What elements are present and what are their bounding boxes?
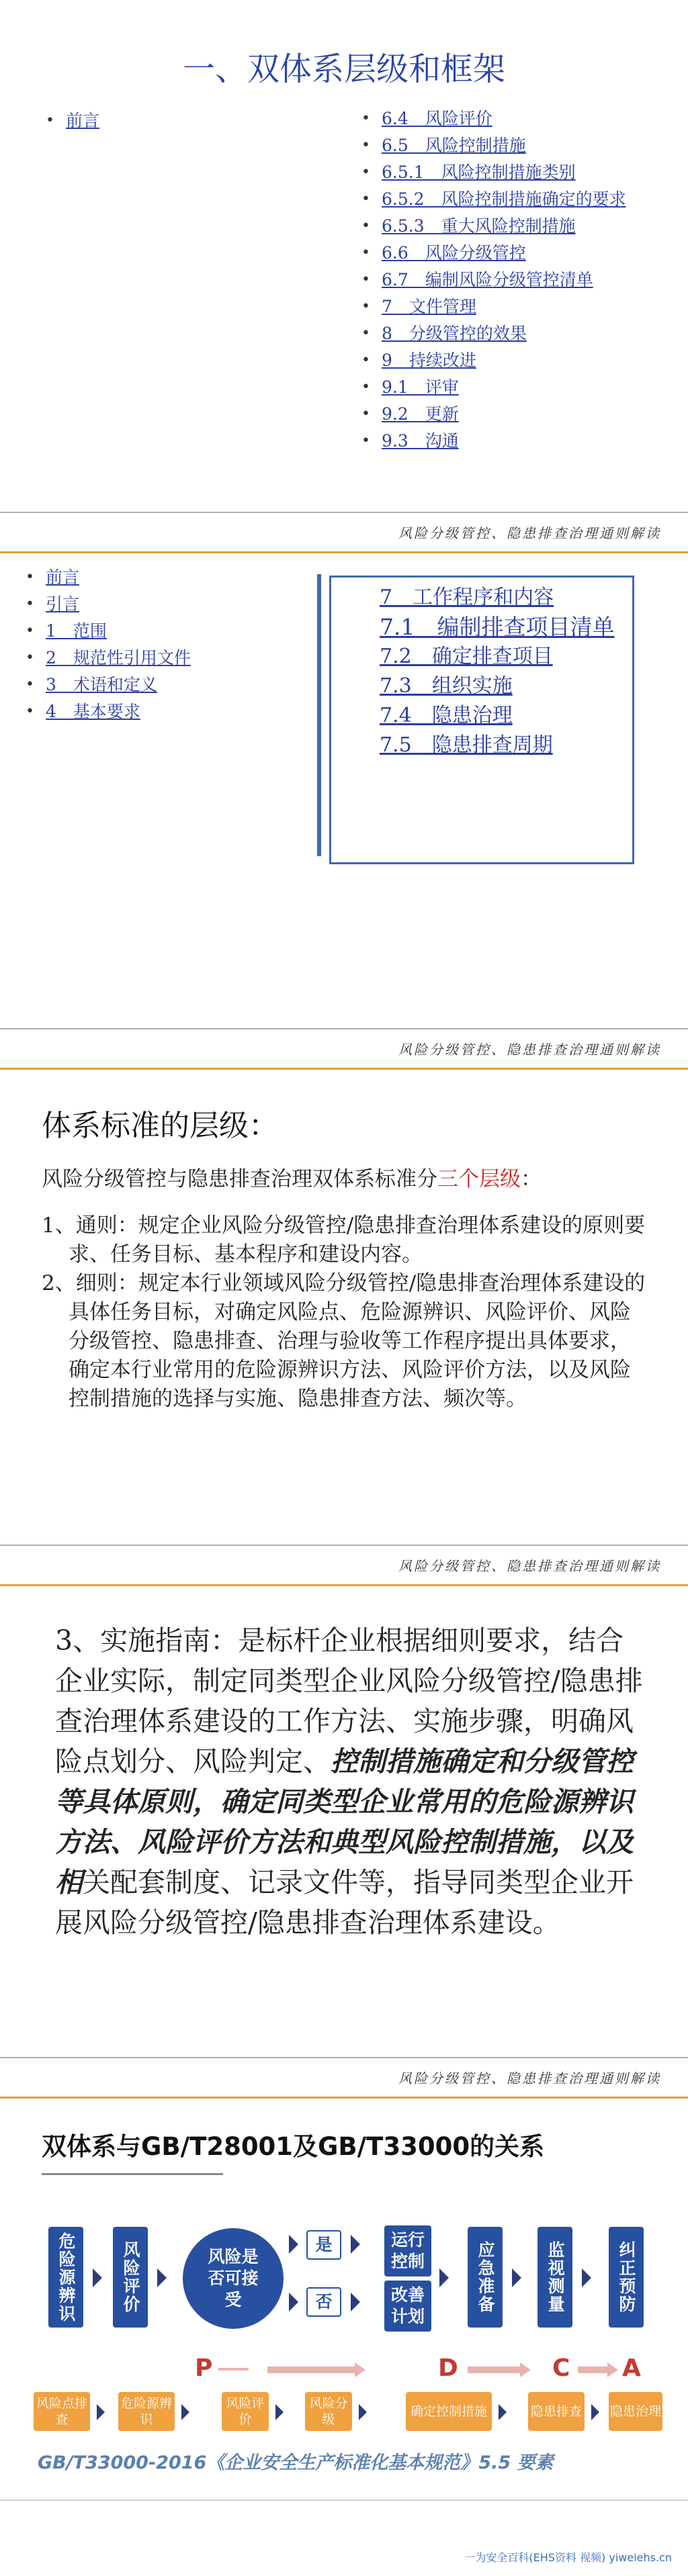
level-item: 2、细则：规定本行业领域风险分级管控/隐患排查治理体系建设的具体任务目标，对确定风险点、危险源辨识、风险评价、风险分级管控、隐患排查、治理与验收等工作程序提出具体要求，确定本行业常用的危险源辨识方法、风险评价方法，以及风险控制措施的选择与实施、隐患排查方法、频次等。 [42, 1271, 646, 1411]
toc-item[interactable]: • 6.5 风险控制措施 [356, 132, 652, 159]
flow-arrow [351, 2235, 360, 2254]
step-arrow [591, 2404, 599, 2420]
guide-paragraph: 3、实施指南：是标杆企业根据细则要求，结合企业实际，制定同类型企业风险分级管控/隐患排查治理体系建设的工作方法、实施步骤，明确风险点划分、风险判定、控制措施确定和分级管控等具体原则，确定同类型企业常用的危险源辨识方法、风险评价方法和典型风险控制措施，以及相关配套制度、记录文件等，指导同类型企业开展风险分级管控/隐患排查治理体系建设。 [55, 1624, 643, 1939]
lead-text: 风险分级管控与隐患排查治理双体系标准分三个层级： [42, 1167, 542, 1191]
phase-connector [578, 2366, 607, 2373]
phase-arrow-head [607, 2362, 618, 2377]
step-risk-grade: 风险分级 [305, 2392, 352, 2431]
step-hazard-fix: 隐患治理 [609, 2392, 662, 2431]
flow-operation-control: 运行控制 [384, 2225, 431, 2276]
toc-item[interactable]: • 6.5.2 风险控制措施确定的要求 [356, 186, 652, 213]
header-rule [0, 551, 688, 553]
toc-item[interactable]: 7.4 隐患治理 [380, 704, 513, 727]
header-rule [0, 1068, 688, 1070]
toc-item[interactable]: • 前言 [20, 564, 191, 591]
flow-emergency: 应急准备 [468, 2227, 503, 2328]
slide-header: 风险分级管控、隐患排查治理通则解读 [398, 525, 661, 541]
toc-item[interactable]: • 9 持续改进 [356, 347, 652, 374]
slide-divider [0, 1545, 688, 1546]
toc-item[interactable]: • 6.5.3 重大风险控制措施 [356, 213, 652, 240]
step-arrow [181, 2404, 189, 2420]
level-item: 1、通则：规定企业风险分级管控/隐患排查治理体系建设的原则要求、任务目标、基本程序和建设内容。 [42, 1213, 646, 1267]
flow-arrow [157, 2268, 167, 2287]
toc-item[interactable]: • 6.5.1 风险控制措施类别 [356, 159, 652, 186]
toc-item[interactable]: • 6.7 编制风险分级管控清单 [356, 267, 652, 293]
flow-arrow [582, 2268, 591, 2287]
step-hazard-id: 危险源辨识 [118, 2392, 175, 2431]
flow-arrow [289, 2293, 298, 2311]
header-rule [0, 2097, 688, 2099]
flow-hazard-id: 危险源辨识 [48, 2227, 83, 2328]
slide-guide [0, 1547, 688, 2057]
step-arrow [499, 2404, 507, 2420]
emphasis-text: 控制措施确定和分级管控等具体原则，确定同类型企业常用的危险源辨识方法、风险评价方法和典型风险控制措施，以及相 [55, 1745, 634, 1898]
header-rule [0, 1584, 688, 1586]
flow-monitor: 监视测量 [538, 2227, 572, 2328]
phase-connector [468, 2366, 520, 2373]
toc-item[interactable]: 7.1 编制排查项目清单 [380, 614, 615, 640]
toc-left [40, 107, 99, 134]
toc-left [20, 564, 191, 725]
flow-arrow [351, 2293, 360, 2311]
slide-title: 一、双体系层级和框架 [182, 50, 505, 88]
slide-levels [0, 1030, 688, 1544]
slide-header: 风险分级管控、隐患排查治理通则解读 [398, 2070, 661, 2086]
toc-item[interactable]: • 9.1 评审 [356, 374, 652, 401]
flow-no: 否 [306, 2287, 341, 2317]
phase-d: D [438, 2354, 458, 2382]
step-hazard-check: 隐患排查 [528, 2392, 585, 2431]
flow-improve-plan: 改善计划 [384, 2281, 431, 2332]
flow-arrow [512, 2268, 521, 2287]
toc-right [380, 583, 614, 760]
toc-item[interactable]: • 3 术语和定义 [20, 672, 191, 698]
phase-p: P [195, 2354, 213, 2382]
toc-right [356, 105, 652, 455]
flow-arrow [289, 2235, 298, 2254]
toc-item[interactable]: 7.2 确定排查项目 [380, 645, 553, 668]
toc-item[interactable]: • 9.3 沟通 [356, 428, 652, 455]
step-arrow [275, 2404, 284, 2420]
slide-header: 风险分级管控、隐患排查治理通则解读 [398, 1042, 661, 1058]
toc-item[interactable]: • 6.6 风险分级管控 [356, 240, 652, 267]
slide-relationship [0, 2059, 688, 2576]
slide-divider [0, 2057, 688, 2058]
footer-rule [0, 2499, 688, 2501]
section-heading: 双体系与GB/T28001及GB/T33000的关系 [42, 2132, 545, 2161]
step-risk-eval: 风险评价 [222, 2392, 269, 2431]
toc-item[interactable]: • 9.2 更新 [356, 401, 652, 428]
phase-connector [218, 2368, 249, 2371]
toc-item[interactable]: • 8 分级管控的效果 [356, 320, 652, 347]
phase-arrow-head [355, 2362, 366, 2377]
step-risk-point: 风险点排查 [34, 2392, 90, 2431]
level-list [42, 1211, 646, 1414]
footer-source: 一为安全百科(EHS资料 视频) yiweiehs.cn [464, 2551, 672, 2564]
toc-item[interactable]: • 引言 [20, 591, 191, 618]
slide-toc [0, 514, 688, 1027]
flow-correct: 纠正预防 [609, 2227, 644, 2328]
flow-arrow [93, 2268, 102, 2287]
slide-divider [0, 512, 688, 513]
slide-header: 风险分级管控、隐患排查治理通则解读 [398, 1558, 661, 1574]
content-box [329, 576, 634, 864]
toc-item[interactable]: • 前言 [40, 107, 99, 134]
toc-item[interactable]: 7.5 隐患排查周期 [380, 733, 553, 757]
toc-item[interactable]: • 7 文件管理 [356, 293, 652, 320]
standard-banner: GB/T33000-2016《企业安全生产标准化基本规范》5.5 要素 [38, 2452, 554, 2473]
flow-yes: 是 [306, 2230, 341, 2260]
toc-item[interactable]: • 2 规范性引用文件 [20, 645, 191, 672]
step-control-measure: 确定控制措施 [406, 2392, 492, 2431]
flow-arrow [439, 2268, 449, 2287]
flow-acceptable: 风险是否可接受 [183, 2228, 284, 2329]
divider-bar [317, 574, 321, 856]
toc-item[interactable]: 7 工作程序和内容 [380, 586, 554, 609]
toc-item[interactable]: • 6.4 风险评价 [356, 105, 652, 132]
slide-divider [0, 1028, 688, 1029]
section-heading: 体系标准的层级： [42, 1109, 278, 1143]
phase-a: A [622, 2354, 641, 2382]
phase-connector [267, 2366, 355, 2373]
toc-item[interactable]: • 1 范围 [20, 618, 191, 645]
slide-framework [0, 0, 688, 510]
toc-item[interactable]: • 4 基本要求 [20, 698, 191, 725]
toc-item[interactable]: 7.3 组织实施 [380, 674, 513, 698]
phase-arrow-head [520, 2362, 531, 2377]
step-arrow [359, 2404, 367, 2420]
flow-risk-eval: 风险评价 [113, 2227, 148, 2328]
step-arrow [97, 2404, 105, 2420]
phase-c: C [552, 2354, 570, 2382]
heading-rule [42, 2173, 223, 2175]
highlight-text: 三个层级 [437, 1167, 521, 1191]
